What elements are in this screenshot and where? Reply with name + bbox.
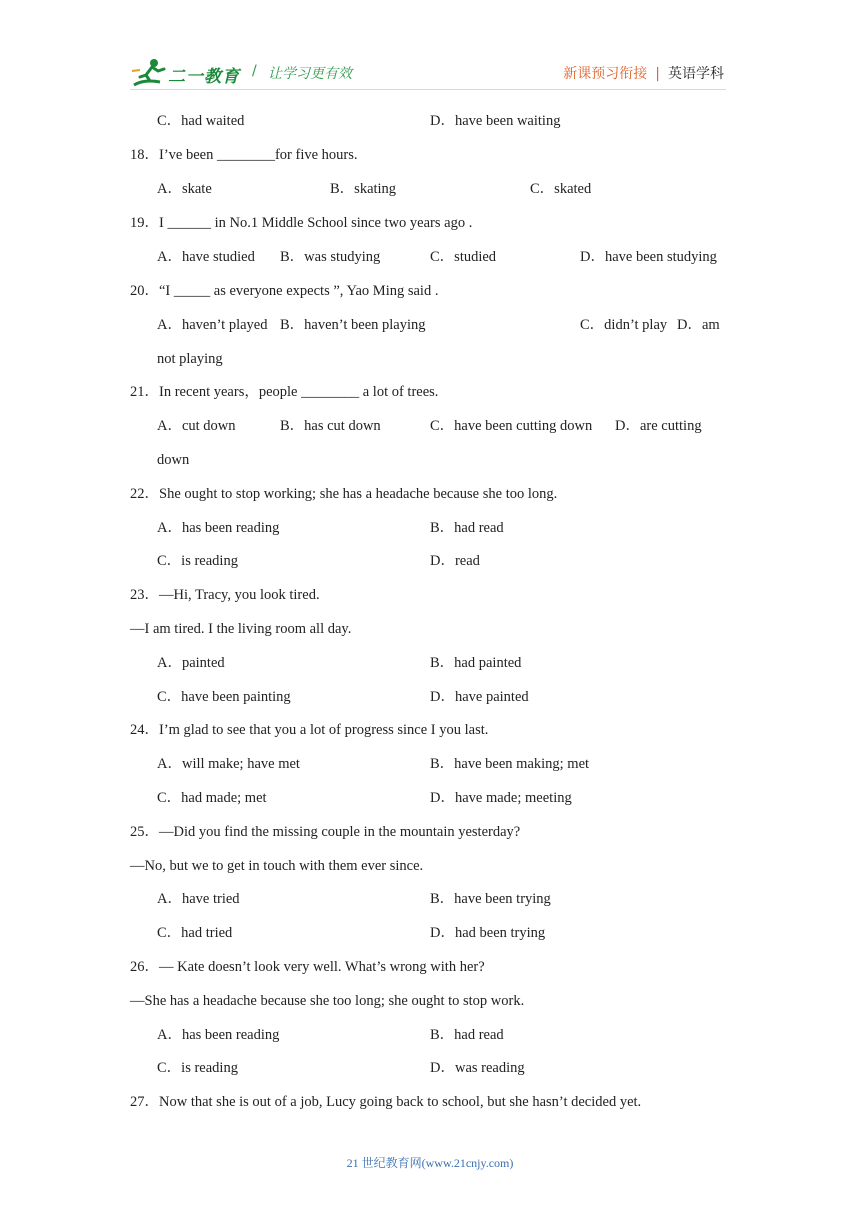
option: A．cut down (157, 418, 236, 434)
question-27: 27．Now that she is out of a job, Lucy going back to school, but she hasn’t decided yet. (130, 1094, 642, 1110)
option: B．haven’t been playing (280, 317, 426, 333)
option: D．have been studying (580, 249, 717, 265)
option: B．had read (430, 520, 504, 536)
option: A．painted (157, 655, 225, 671)
header-divider (130, 89, 726, 90)
option: D．have painted (430, 689, 529, 705)
header-right (563, 63, 724, 83)
option: D．was reading (430, 1060, 525, 1076)
dialogue-line: —I am tired. I the living room all day. (130, 621, 352, 637)
question-18: 18．I’ve been ________for five hours. (130, 147, 358, 163)
slogan-separator: / (252, 63, 257, 79)
page-header (130, 55, 726, 95)
option: C．had made; met (157, 790, 267, 806)
course-label: 新课预习衔接 (563, 66, 648, 82)
header-separator: | (655, 66, 660, 82)
option: C．had tried (157, 925, 233, 941)
option: A．have studied (157, 249, 255, 265)
question-25: 25．—Did you find the missing couple in the mountain yesterday? (130, 824, 521, 840)
question-26: 26．— Kate doesn’t look very well. What’s wrong with her? (130, 959, 485, 975)
option: C．had waited (157, 113, 245, 129)
question-21: 21．In recent years，people ________ a lot of trees. (130, 384, 439, 400)
option: D．are cutting (615, 418, 702, 434)
option: D．read (430, 553, 480, 569)
option: C．have been cutting down (430, 418, 593, 434)
option-continued: down (157, 452, 190, 468)
option: B．have been making; met (430, 756, 590, 772)
option-continued: not playing (157, 351, 223, 367)
option: B．have been trying (430, 891, 551, 907)
option: A．skate (157, 181, 212, 197)
logo (130, 55, 245, 93)
option: C．is reading (157, 1060, 238, 1076)
option: A．haven’t played (157, 317, 268, 333)
option: C．is reading (157, 553, 238, 569)
option: A．will make; have met (157, 756, 300, 772)
option: A．has been reading (157, 1027, 280, 1043)
option: B．skating (330, 181, 397, 197)
question-22: 22．She ought to stop working; she has a headache because she too long. (130, 486, 558, 502)
option: C．studied (430, 249, 497, 265)
option: B．had read (430, 1027, 504, 1043)
question-23: 23．—Hi, Tracy, you look tired. (130, 587, 320, 603)
question-20: 20．“I _____ as everyone expects ”, Yao Ming said . (130, 283, 439, 299)
option: B．has cut down (280, 418, 381, 434)
page-footer: 21 世纪教育网(www.21cnjy.com) (346, 1156, 514, 1170)
option: D．am (677, 317, 720, 333)
dialogue-line: —She has a headache because she too long; she ought to stop work. (130, 993, 525, 1009)
option: C．have been painting (157, 689, 291, 705)
option: C．skated (530, 181, 592, 197)
subject-label: 英语学科 (668, 66, 724, 82)
dialogue-line: —No, but we to get in touch with them ever since. (130, 858, 424, 874)
question-19: 19．I ______ in No.1 Middle School since two years ago . (130, 215, 473, 231)
option: B．was studying (280, 249, 381, 265)
option: D．have been waiting (430, 113, 561, 129)
slogan: 让学习更有效 (268, 66, 352, 82)
option: A．has been reading (157, 520, 280, 536)
option: B．had painted (430, 655, 522, 671)
runner-logo-icon (130, 55, 170, 91)
question-24: 24．I’m glad to see that you a lot of progress since I you last. (130, 722, 489, 738)
option: C．didn’t play (580, 317, 668, 333)
option: D．had been trying (430, 925, 546, 941)
logo-text: 二一教育 (168, 67, 240, 87)
option: D．have made; meeting (430, 790, 572, 806)
option: A．have tried (157, 891, 240, 907)
